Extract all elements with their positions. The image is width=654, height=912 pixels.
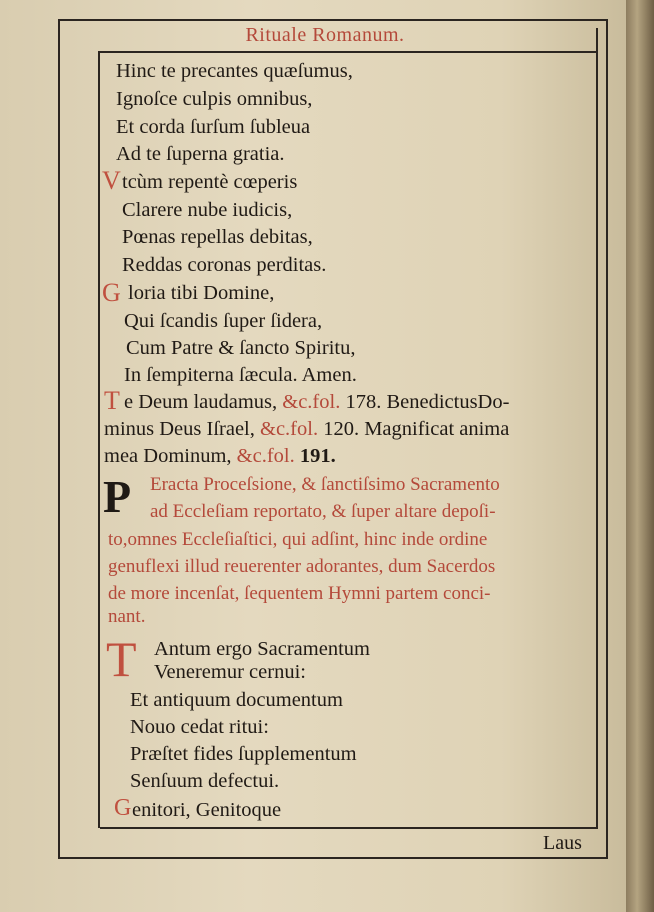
prose-line xyxy=(104,445,336,468)
prose-line xyxy=(104,418,509,441)
rubric-line: to,omnes Eccleſiaſtici, qui adſint, hinc inde ordine xyxy=(108,529,488,550)
verse-line: Et corda ſurſum ſubleua xyxy=(116,116,311,138)
folio-reference: &c.fol. xyxy=(260,418,319,440)
verse-line: enitori, Genitoque xyxy=(132,799,282,821)
verse-line: tcùm repentè cœperis xyxy=(122,171,298,193)
verse-line: Præſtet fides ſupplementum xyxy=(130,743,357,765)
bottom-outer-rule xyxy=(58,857,608,859)
prose-text: e Deum laudamus, xyxy=(124,391,278,413)
outer-right-rule xyxy=(606,19,608,859)
header-rule xyxy=(98,51,598,53)
running-header: Rituale Romanum. xyxy=(245,24,405,46)
drop-cap-p: P xyxy=(103,471,132,522)
catchword: Laus xyxy=(543,832,582,854)
rubric-line: genuflexi illud reuerenter adorantes, dum Sacerdos xyxy=(108,556,496,577)
prose-text: minus Deus Iſrael, xyxy=(104,418,255,440)
outer-left-rule xyxy=(58,19,60,859)
prose-text: 191. xyxy=(299,445,336,467)
initial-letter: V xyxy=(102,166,121,195)
folio-reference: &c.fol. xyxy=(236,445,295,467)
rubric-line: nant. xyxy=(108,606,146,627)
verse-line: Clarere nube iudicis, xyxy=(122,199,293,221)
verse-line: Hinc te precantes quæſumus, xyxy=(116,60,353,82)
prose-line xyxy=(124,391,509,414)
initial-letter: T xyxy=(104,386,120,415)
prose-text: mea Dominum, xyxy=(104,445,232,467)
rubric-line: Eracta Proceſsione, & ſanctiſsimo Sacramento xyxy=(150,474,500,495)
verse-line: Et antiquum documentum xyxy=(130,689,343,711)
prose-text: 178. BenedictusDo- xyxy=(345,391,510,413)
rubric-line: de more incenſat, ſequentem Hymni partem conci- xyxy=(108,583,491,604)
inner-left-rule xyxy=(98,51,100,828)
verse-line: In ſempiterna ſæcula. Amen. xyxy=(124,364,357,386)
top-rule xyxy=(58,19,606,21)
initial-letter: G xyxy=(114,795,132,821)
verse-line: loria tibi Domine, xyxy=(128,282,275,304)
verse-line: Qui ſcandis ſuper ſidera, xyxy=(124,310,323,332)
prose-text: 120. Magnificat anima xyxy=(323,418,510,440)
folio-reference: &c.fol. xyxy=(282,391,341,413)
drop-cap-t: T xyxy=(106,631,137,687)
verse-line: Reddas coronas perditas. xyxy=(122,254,327,276)
inner-right-rule xyxy=(596,28,598,828)
verse-line: Ignoſce culpis omnibus, xyxy=(116,88,313,110)
verse-line: Antum ergo Sacramentum xyxy=(154,638,370,660)
verse-line: Veneremur cernui: xyxy=(154,661,306,683)
verse-line: Pœnas repellas debitas, xyxy=(122,226,313,248)
bottom-inner-rule xyxy=(100,827,598,829)
adjacent-page-edge xyxy=(626,0,654,912)
verse-line: Senſuum defectui. xyxy=(130,770,280,792)
verse-line: Ad te ſuperna gratia. xyxy=(116,143,285,165)
verse-line: Nouo cedat ritui: xyxy=(130,716,269,738)
verse-line: Cum Patre & ſancto Spiritu, xyxy=(126,337,356,359)
initial-letter: G xyxy=(102,278,121,307)
rubric-line: ad Eccleſiam reportato, & ſuper altare depoſi- xyxy=(150,501,496,522)
